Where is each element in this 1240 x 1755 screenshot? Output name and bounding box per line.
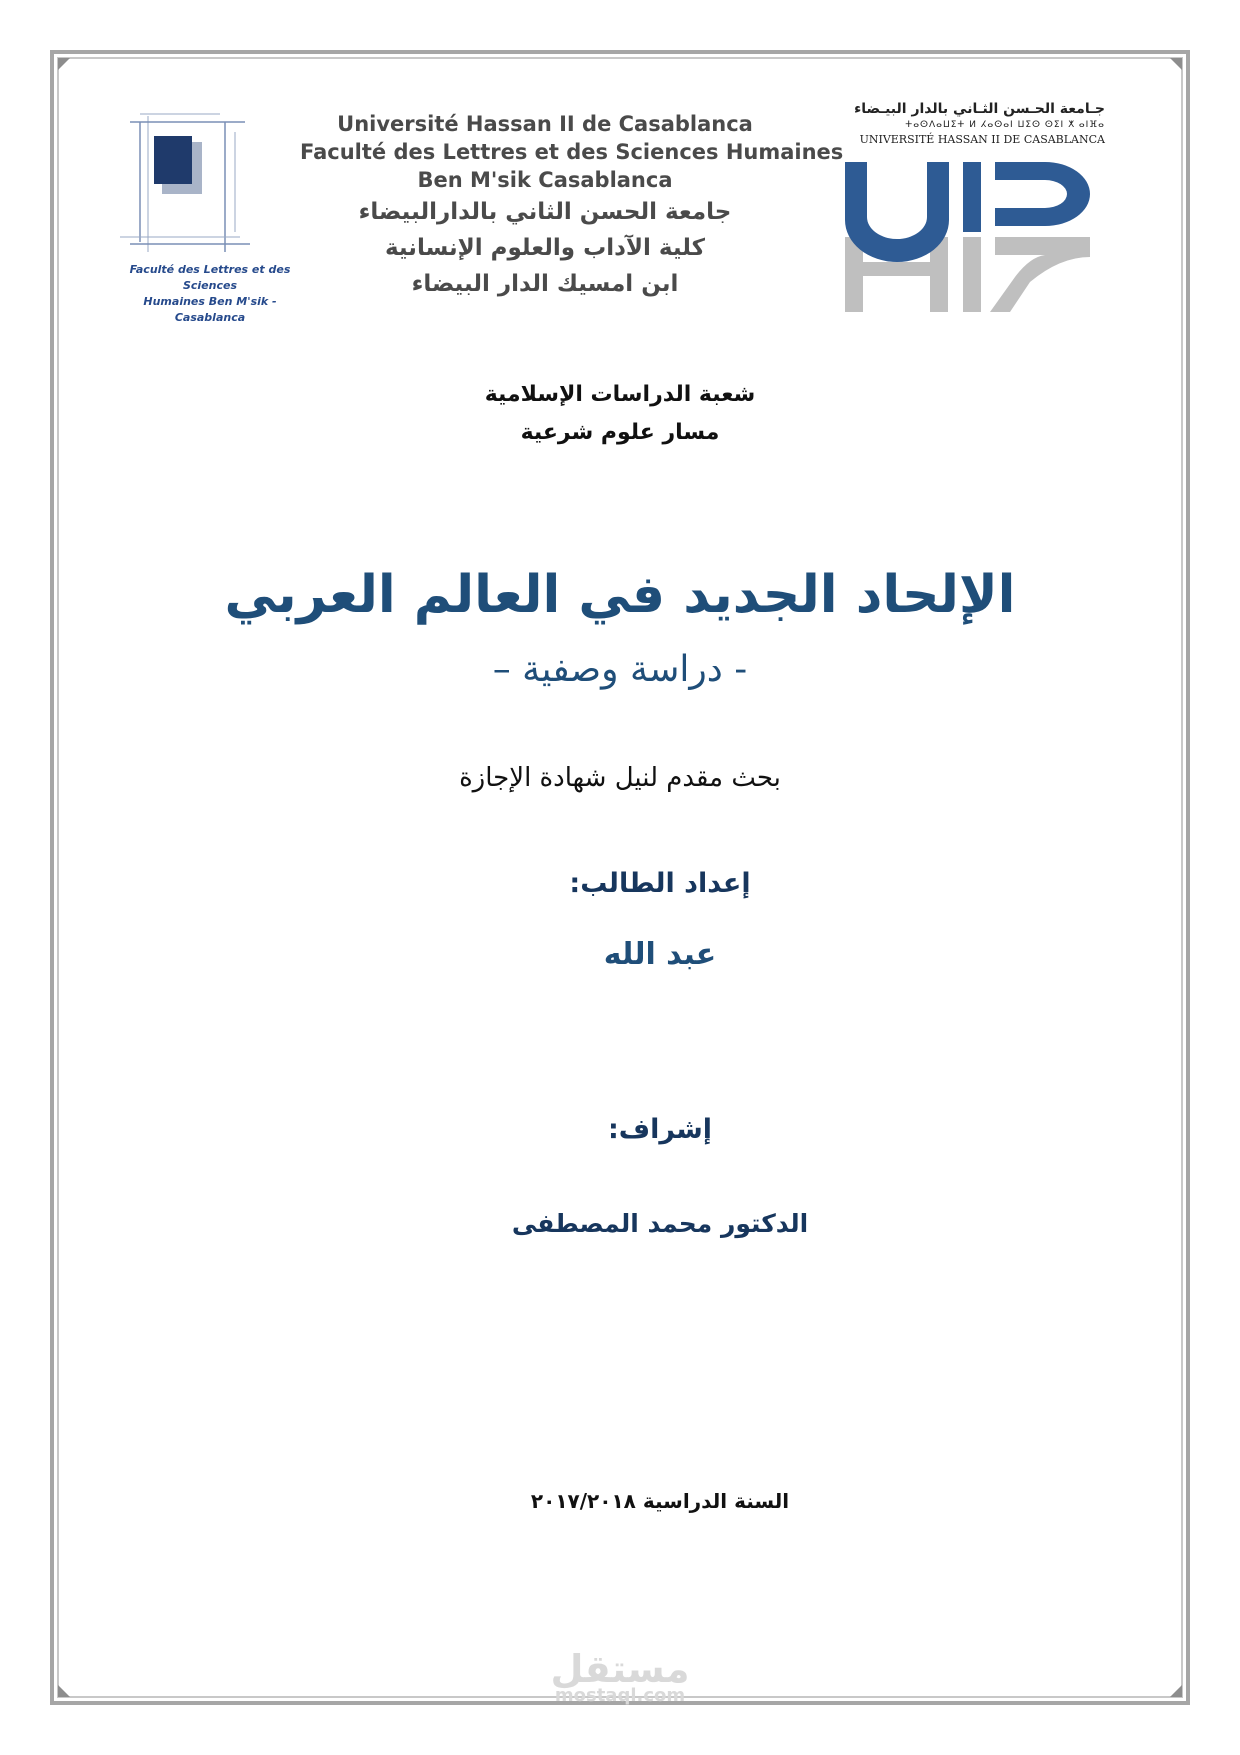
track-name: مسار علوم شرعية	[520, 420, 720, 445]
university-logo	[845, 162, 1100, 312]
watermark	[540, 1648, 700, 1706]
institution-ar-line3: ابن امسيك الدار البيضاء	[411, 271, 679, 297]
institution-ar-line2: كلية الآداب والعلوم الإنسانية	[384, 235, 706, 261]
faculty-logo-caption-line2: Humaines Ben M'sik - Casablanca	[143, 295, 277, 324]
corner-ornament-top-right	[1170, 58, 1182, 70]
supervisor-name: الدكتور محمد المصطفى	[511, 1209, 809, 1238]
thesis-subtitle: - دراسة وصفية –	[492, 649, 748, 690]
institution-fr-line3: Ben M'sik Casablanca	[417, 168, 673, 192]
supervision-label: إشراف:	[607, 1114, 713, 1145]
corner-ornament-bottom-left	[58, 1685, 70, 1697]
institution-fr-line2: Faculté des Lettres et des Sciences Humaines	[300, 140, 844, 164]
corner-ornament-bottom-right	[1170, 1685, 1182, 1697]
university-name-ar: جـامعة الحـسن الثـاني بالدار البيـضاء	[854, 101, 1105, 117]
faculty-logo-caption-line1: Faculté des Lettres et des Sciences	[129, 263, 291, 292]
academic-year: السنة الدراسية ٢٠١٧/٢٠١٨	[530, 1489, 790, 1513]
watermark-url: mostaql.com	[554, 1685, 686, 1706]
university-name-tifinagh: ⵜⴰⵙⴷⴰⵡⵉⵜ ⵍ ⵃⴰⵙⴰⵏ ⵡⵉⵙ ⵙⵉⵏ ⵅ ⴰⵏⴼⴰ	[905, 120, 1105, 130]
department-name: شعبة الدراسات الإسلامية	[484, 382, 756, 407]
institution-ar-line1: جامعة الحسن الثاني بالدارالبيضاء	[358, 199, 732, 225]
institution-fr-line1: Université Hassan II de Casablanca	[337, 112, 753, 136]
thesis-title: الإلحاد الجديد في العالم العربي	[224, 565, 1016, 625]
faculty-logo-caption	[110, 262, 310, 326]
prepared-by-label: إعداد الطالب:	[569, 868, 751, 899]
corner-ornament-top-left	[58, 58, 70, 70]
university-logo-text	[845, 100, 1105, 148]
university-name-fr: UNIVERSITÉ HASSAN II DE CASABLANCA	[859, 133, 1105, 146]
student-name: عبد الله	[603, 937, 717, 972]
watermark-ar: مستقل	[550, 1647, 690, 1691]
thesis-purpose: بحث مقدم لنيل شهادة الإجازة	[459, 763, 781, 793]
institution-header	[300, 110, 844, 302]
